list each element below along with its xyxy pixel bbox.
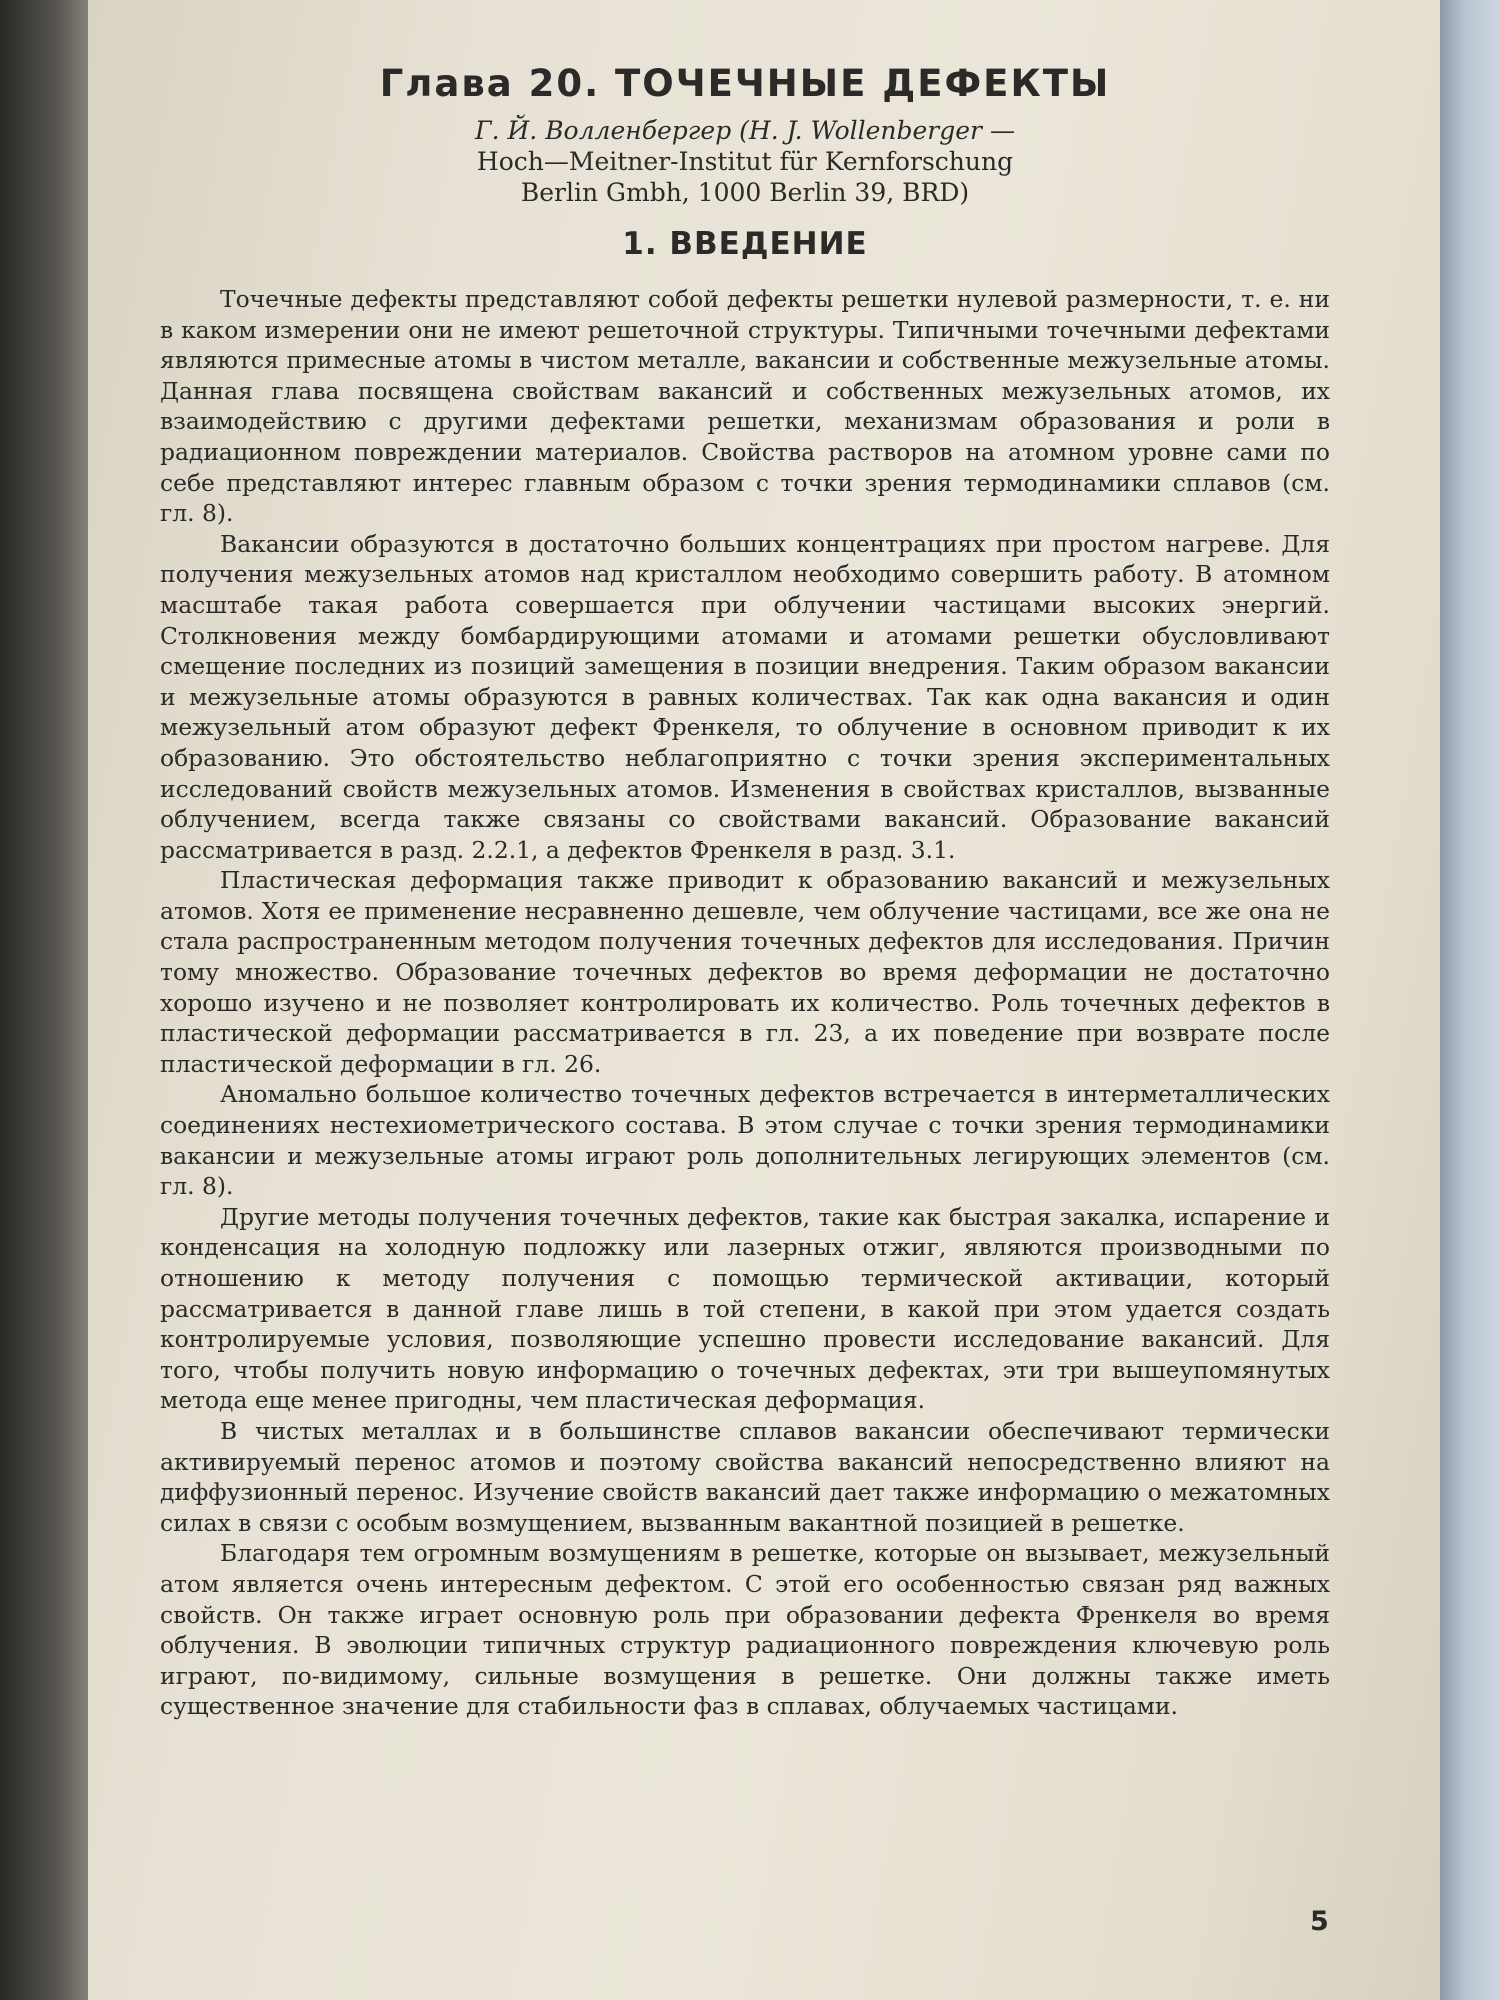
paragraph-6: В чистых металлах и в большинстве сплавов вакансии обеспечивают термически активируемый перенос атомов и поэтому свойства вакансий непосредственно влияют на диффузионный перенос. Изучение свойств вакансий дает также информацию о межатомных силах в связи с особым возмущением, вызванным вакантной позицией в решетке. bbox=[160, 1416, 1330, 1537]
book-gutter-shadow bbox=[0, 0, 92, 2000]
paragraph-2: Вакансии образуются в достаточно больших концентрациях при простом нагреве. Для получения межузельных атомов над кристаллом необходимо совершить работу. В атомном масштабе такая работа совершается при облучении частицами высоких энергий. Столкновения между бомбардирующими атомами и атомами решетки обусловливают смещение последних из позиций замещения в позиции внедрения. Таким образом вакансии и межузельные атомы образуются в равных количествах. Так как одна вакансия и один межузельный атом образуют дефект Френкеля, то облучение в основном приводит к их образованию. Это обстоятельство неблагоприятно с точки зрения экспериментальных исследований свойств межузельных атомов. Изменения в свойствах кристаллов, вызванные облучением, всегда также связаны со свойствами вакансий. Образование вакансий рассматривается в разд. 2.2.1, а дефектов Френкеля в разд. 3.1. bbox=[160, 529, 1330, 864]
paragraph-5: Другие методы получения точечных дефектов, такие как быстрая закалка, испарение и конденсация на холодную подложку или лазерных отжиг, являются производными по отношению к методу получения с помощью термической активации, который рассматривается в данной главе лишь в той степени, в какой при этом удается создать контролируемые условия, позволяющие успешно провести исследование вакансий. Для того, чтобы получить новую информацию о точечных дефектах, эти три вышеупомянутых метода еще менее пригодны, чем пластическая деформация. bbox=[160, 1202, 1330, 1415]
paragraph-3: Пластическая деформация также приводит к образованию вакансий и межузельных атомов. Хотя ее применение несравненно дешевле, чем облучение частицами, все же она не стала распространенным методом получения точечных дефектов для исследования. Причин тому множество. Образование точечных дефектов во время деформации не достаточно хорошо изучено и не позволяет контролировать их количество. Роль точечных дефектов в пластической деформации рассматривается в гл. 23, а их поведение при возврате после пластической деформации в гл. 26. bbox=[160, 866, 1330, 1078]
paragraph-1: Точечные дефекты представляют собой дефекты решетки нулевой размерности, т. е. ни в каком измерении они не имеют решеточной структуры. Типичными точечными дефектами являются примесные атомы в чистом металле, вакансии и собственные межузельные атомы. Данная глава посвящена свойствам вакансий и собственных межузельных атомов, их взаимодействию с другими дефектами решетки, механизмам образования и роли в радиационном повреждении материалов. Свойства растворов на атомном уровне сами по себе представляют интерес главным образом с точки зрения термодинамики сплавов (см. гл. 8). bbox=[160, 285, 1330, 528]
author-name-line: Г. Й. Волленбергер (H. J. Wollenberger — bbox=[475, 116, 1015, 145]
page-number: 5 bbox=[1310, 1906, 1329, 1937]
paragraph-7: Благодаря тем огромным возмущениям в решетке, которые он вызывает, межузельный атом является очень интересным дефектом. С этой его особенностью связан ряд важных свойств. Он также играет основную роль при образовании дефекта Френкеля во время облучения. В эволюции типичных структур радиационного повреждения ключевую роль играют, по-видимому, сильные возмущения в решетке. Они должны также иметь существенное значение для стабильности фаз в сплавах, облучаемых частицами. bbox=[160, 1539, 1330, 1721]
institution-line: Hoch—Meitner-Institut für Kernforschung bbox=[476, 147, 1014, 176]
paragraph-4: Аномально большое количество точечных дефектов встречается в интерметаллических соединениях нестехиометрического состава. В этом случае с точки зрения термодинамики вакансии и межузельные атомы играют роль дополнительных легирующих элементов (см. гл. 8). bbox=[160, 1080, 1330, 1201]
address-line: Berlin Gmbh, 1000 Berlin 39, BRD) bbox=[520, 178, 970, 207]
author-affiliation bbox=[160, 115, 1330, 208]
chapter-title: Глава 20. ТОЧЕЧНЫЕ ДЕФЕКТЫ bbox=[379, 62, 1111, 105]
section-title: 1. ВВЕДЕНИЕ bbox=[622, 226, 868, 262]
page-content bbox=[160, 62, 1330, 1722]
background-surface bbox=[1440, 0, 1500, 2000]
